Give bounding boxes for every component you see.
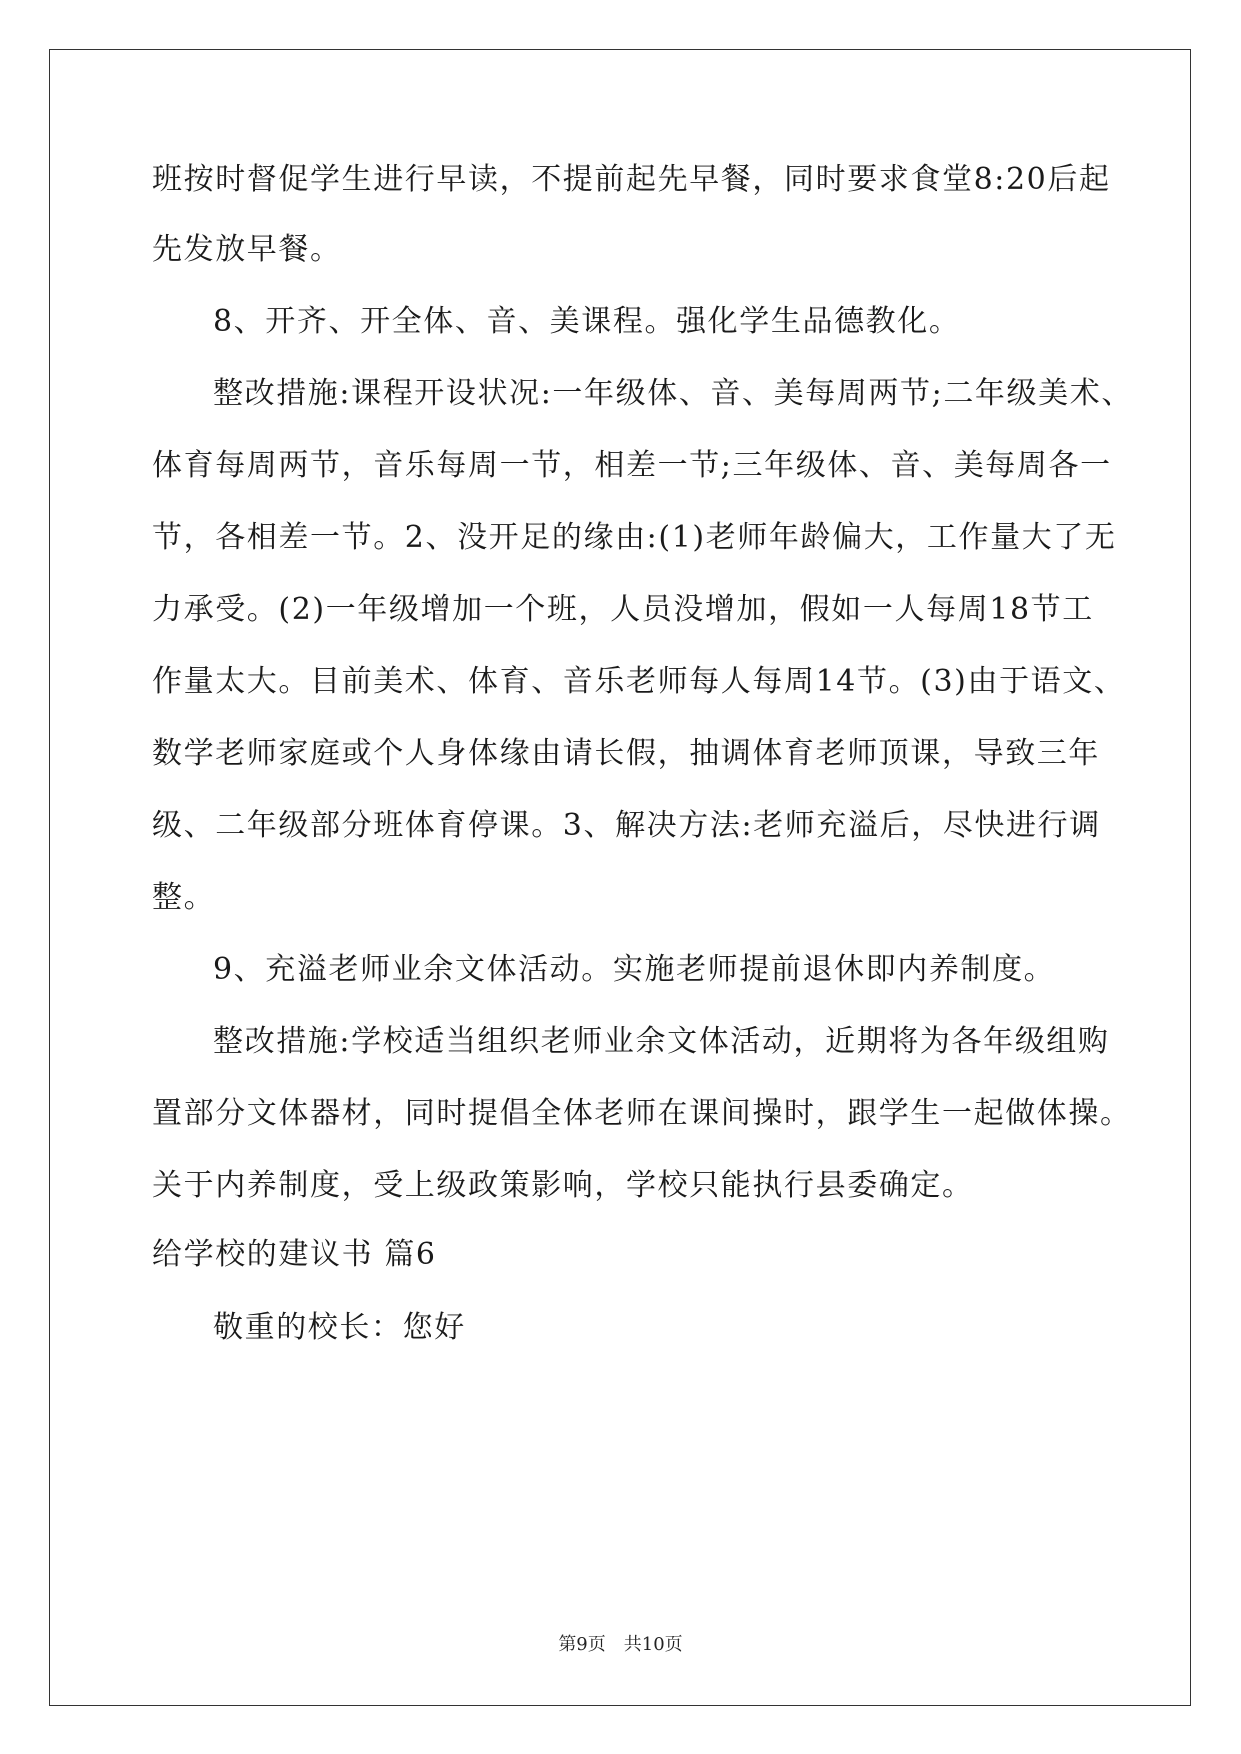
- text-line: 作量太大。目前美术、体育、音乐老师每人每周14节。(3)由于语文、: [152, 664, 1126, 699]
- text-line: 级、二年级部分班体育停课。3、解决方法:老师充溢后，尽快进行调: [152, 808, 1101, 843]
- text-line: 力承受。(2)一年级增加一个班，人员没增加，假如一人每周18节工: [152, 592, 1094, 627]
- text-line: 整改措施:课程开设状况:一年级体、音、美每周两节;二年级美术、: [213, 376, 1133, 411]
- text-line: 班按时督促学生进行早读，不提前起先早餐，同时要求食堂8:20后起: [152, 162, 1111, 197]
- text-line: 置部分文体器材，同时提倡全体老师在课间操时，跟学生一起做体操。: [152, 1096, 1132, 1131]
- salutation: 敬重的校长：您好: [213, 1310, 466, 1345]
- text-line: 整。: [152, 880, 216, 915]
- article-title: 给学校的建议书 篇6: [152, 1237, 437, 1272]
- text-line: 先发放早餐。: [152, 232, 342, 267]
- text-line: 关于内养制度，受上级政策影响，学校只能执行县委确定。: [152, 1168, 974, 1203]
- page-border: [49, 49, 1191, 1706]
- section-heading-9: 9、充溢老师业余文体活动。实施老师提前退休即内养制度。: [213, 952, 1056, 987]
- text-line: 数学老师家庭或个人身体缘由请长假，抽调体育老师顶课，导致三年: [152, 736, 1100, 771]
- text-line: 整改措施:学校适当组织老师业余文体活动，近期将为各年级组购: [213, 1024, 1110, 1059]
- text-line: 节，各相差一节。2、没开足的缘由:(1)老师年龄偏大，工作量大了无: [152, 520, 1117, 555]
- text-line: 体育每周两节，音乐每周一节，相差一节;三年级体、音、美每周各一: [152, 448, 1112, 483]
- section-heading-8: 8、开齐、开全体、音、美课程。强化学生品德教化。: [213, 304, 961, 339]
- page-number-footer: 第9页 共10页: [558, 1634, 683, 1655]
